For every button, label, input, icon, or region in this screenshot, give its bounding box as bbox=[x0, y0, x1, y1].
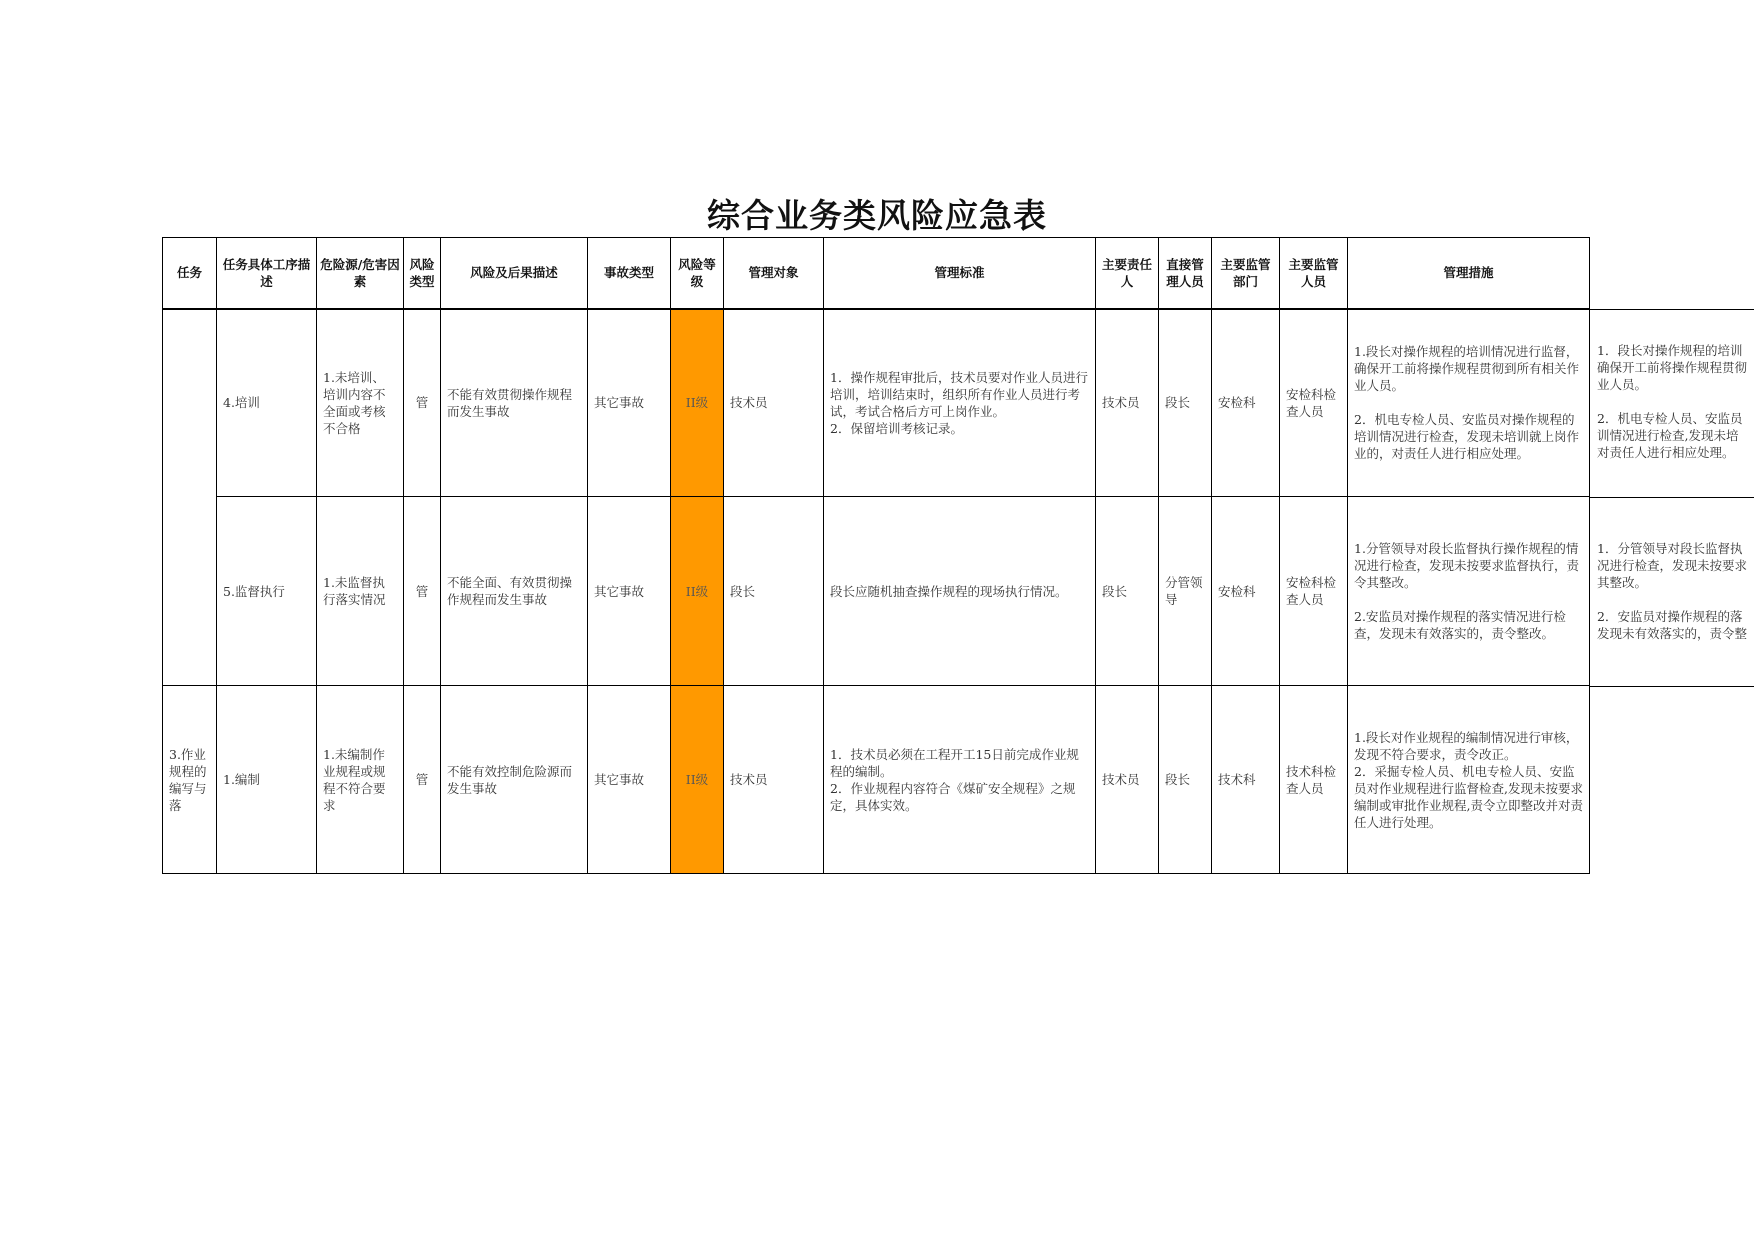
cell-hazard: 1.未编制作业规程或规程不符合要求 bbox=[317, 686, 404, 874]
header-risk-level: 风险等级 bbox=[671, 238, 724, 309]
cell-risk-level: II级 bbox=[671, 686, 724, 874]
cell-object: 技术员 bbox=[724, 686, 824, 874]
risk-table bbox=[162, 237, 1590, 874]
header-direct-manager: 直接管理人员 bbox=[1159, 238, 1212, 309]
header-measures: 管理措施 bbox=[1348, 238, 1590, 309]
overflow-line: 对责任人进行相应处理。 bbox=[1597, 445, 1735, 460]
header-procedure: 任务具体工序描述 bbox=[217, 238, 317, 309]
page-title: 综合业务类风险应急表 bbox=[707, 196, 1047, 235]
overflow-top-border bbox=[1589, 309, 1754, 310]
cell-procedure: 1.编制 bbox=[217, 686, 317, 874]
cell-task bbox=[163, 309, 217, 686]
cell-standard bbox=[824, 309, 1096, 497]
table-row bbox=[163, 309, 1590, 497]
cell-risk-level: II级 bbox=[671, 309, 724, 497]
cell-measures bbox=[1348, 309, 1590, 497]
measure-line: 1.分管领导对段长监督执行操作规程的情况进行检查，发现未按要求监督执行，责令其整改。 bbox=[1354, 541, 1580, 590]
cell-responsible: 段长 bbox=[1096, 497, 1159, 686]
header-accident-type: 事故类型 bbox=[588, 238, 671, 309]
cell-object: 段长 bbox=[724, 497, 824, 686]
table-row bbox=[163, 686, 1590, 874]
measure-line: 2．机电专检人员、安监员对操作规程的培训情况进行检查，发现未培训就上岗作业的，对责任人进行相应处理。 bbox=[1354, 412, 1580, 462]
cell-standard bbox=[824, 686, 1096, 874]
header-supervise-person: 主要监管人员 bbox=[1280, 238, 1348, 309]
overflow-line: 发现未有效落实的，责令整 bbox=[1597, 626, 1748, 641]
cell-supervise-dept: 技术科 bbox=[1212, 686, 1280, 874]
overflow-line: 业人员。 bbox=[1597, 377, 1648, 392]
cell-consequence: 不能有效贯彻操作规程而发生事故 bbox=[441, 309, 588, 497]
header-standard: 管理标准 bbox=[824, 238, 1096, 309]
measure-line: 1.段长对操作规程的培训情况进行监督，确保开工前将操作规程贯彻到所有相关作业人员。 bbox=[1354, 344, 1580, 394]
header-hazard: 危险源/危害因素 bbox=[317, 238, 404, 309]
standard-line: 1．操作规程审批后，技术员要对作业人员进行培训，培训结束时，组织所有作业人员进行考试，考试合格后方可上岗作业。 bbox=[830, 369, 1088, 419]
cell-hazard: 1.未培训、培训内容不全面或考核不合格 bbox=[317, 309, 404, 497]
header-responsible: 主要责任人 bbox=[1096, 238, 1159, 309]
measure-line: 2．采掘专检人员、机电专检人员、安监员对作业规程进行监督检查,发现未按要求编制或审批作业规程,责令立即整改并对责任人进行处理。 bbox=[1354, 763, 1583, 830]
cell-risk-level: II级 bbox=[671, 497, 724, 686]
cell-procedure: 4.培训 bbox=[217, 309, 317, 497]
cell-direct-manager: 段长 bbox=[1159, 309, 1212, 497]
overflow-bottom-border bbox=[1589, 686, 1754, 687]
header-risk-type: 风险类型 bbox=[404, 238, 441, 309]
header-object: 管理对象 bbox=[724, 238, 824, 309]
cell-direct-manager: 分管领导 bbox=[1159, 497, 1212, 686]
cell-risk-type: 管 bbox=[404, 309, 441, 497]
cell-measures bbox=[1348, 497, 1590, 686]
measure-line: 2.安监员对操作规程的落实情况进行检查，发现未有效落实的，责令整改。 bbox=[1354, 609, 1566, 641]
cell-accident-type: 其它事故 bbox=[588, 309, 671, 497]
cell-risk-type: 管 bbox=[404, 686, 441, 874]
overflow-line: 况进行检查，发现未按要求 bbox=[1597, 558, 1748, 573]
cell-object: 技术员 bbox=[724, 309, 824, 497]
header-task: 任务 bbox=[163, 238, 217, 309]
cell-procedure: 5.监督执行 bbox=[217, 497, 317, 686]
overflow-line: 1．段长对操作规程的培训 bbox=[1597, 343, 1743, 358]
cell-supervise-person: 安检科检查人员 bbox=[1280, 497, 1348, 686]
measure-line: 1.段长对作业规程的编制情况进行审核，发现不符合要求，责令改正。 bbox=[1354, 729, 1579, 762]
overflow-line: 1．分管领导对段长监督执 bbox=[1597, 541, 1743, 556]
table-row bbox=[163, 497, 1590, 686]
overflow-line: 2．机电专检人员、安监员 bbox=[1597, 411, 1743, 426]
standard-line: 2．作业规程内容符合《煤矿安全规程》之规定，具体实效。 bbox=[830, 780, 1076, 813]
overflow-cell-1 bbox=[1589, 342, 1754, 461]
header-consequence: 风险及后果描述 bbox=[441, 238, 588, 309]
overflow-line: 其整改。 bbox=[1597, 575, 1648, 590]
cell-hazard: 1.未监督执行落实情况 bbox=[317, 497, 404, 686]
cell-consequence: 不能全面、有效贯彻操作规程而发生事故 bbox=[441, 497, 588, 686]
cell-supervise-dept: 安检科 bbox=[1212, 309, 1280, 497]
standard-line: 段长应随机抽查操作规程的现场执行情况。 bbox=[830, 583, 1068, 599]
cell-direct-manager: 段长 bbox=[1159, 686, 1212, 874]
cell-accident-type: 其它事故 bbox=[588, 497, 671, 686]
cell-accident-type: 其它事故 bbox=[588, 686, 671, 874]
cell-standard bbox=[824, 497, 1096, 686]
cell-consequence: 不能有效控制危险源而发生事故 bbox=[441, 686, 588, 874]
header-supervise-dept: 主要监管部门 bbox=[1212, 238, 1280, 309]
overflow-line: 2．安监员对操作规程的落 bbox=[1597, 609, 1743, 624]
cell-supervise-dept: 安检科 bbox=[1212, 497, 1280, 686]
cell-responsible: 技术员 bbox=[1096, 309, 1159, 497]
overflow-line: 训情况进行检查,发现未培 bbox=[1597, 428, 1739, 443]
overflow-line: 确保开工前将操作规程贯彻 bbox=[1597, 360, 1748, 375]
table-header-row bbox=[163, 238, 1590, 309]
cell-task: 3.作业规程的编写与落 bbox=[163, 686, 217, 874]
standard-line: 2．保留培训考核记录。 bbox=[830, 420, 963, 436]
overflow-mid-border bbox=[1589, 497, 1754, 498]
cell-supervise-person: 安检科检查人员 bbox=[1280, 309, 1348, 497]
cell-responsible: 技术员 bbox=[1096, 686, 1159, 874]
overflow-cell-2 bbox=[1589, 540, 1754, 642]
cell-supervise-person: 技术科检查人员 bbox=[1280, 686, 1348, 874]
cell-measures bbox=[1348, 686, 1590, 874]
standard-line: 1．技术员必须在工程开工15日前完成作业规程的编制。 bbox=[830, 746, 1079, 779]
cell-risk-type: 管 bbox=[404, 497, 441, 686]
